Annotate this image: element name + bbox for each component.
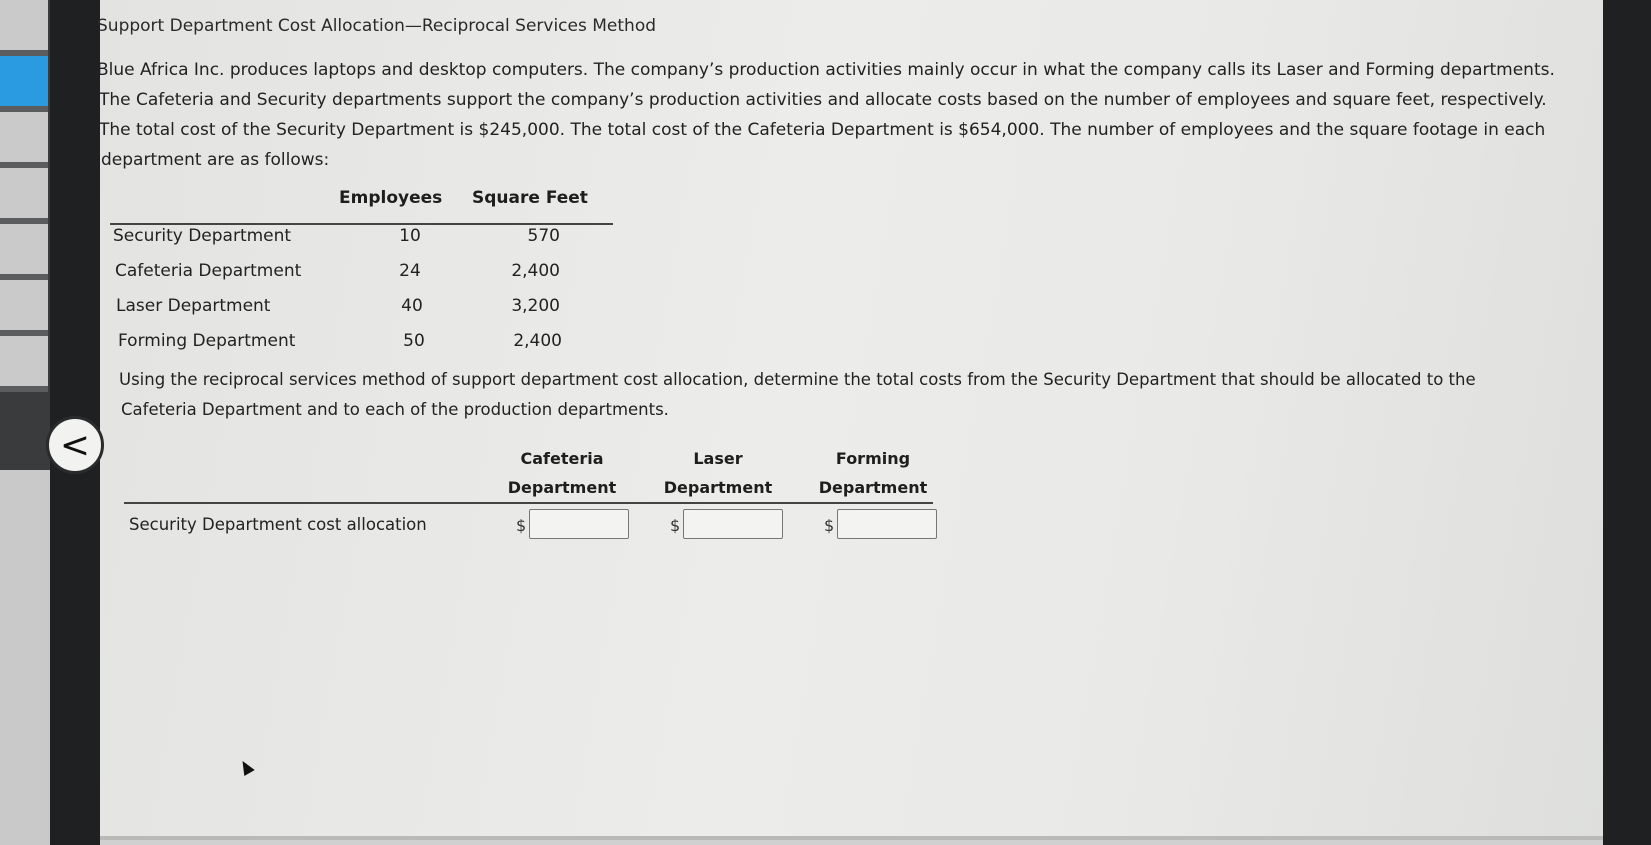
intro-line: The total cost of the Security Department is $245,000. The total cost of the Cafeteria Department is $654,000. The number of employees and the square footage in each — [99, 120, 1546, 140]
column-header-line: Department — [507, 478, 617, 497]
intro-line: Blue Africa Inc. produces laptops and desktop computers. The company’s production activities mainly occur in what the company calls its Laser and Forming departments. — [97, 60, 1555, 80]
currency-symbol: $ — [670, 516, 681, 535]
cell-employees: 24 — [399, 261, 421, 281]
cell-square-feet: 2,400 — [511, 261, 560, 281]
cell-square-feet: 3,200 — [511, 296, 560, 316]
intro-line: The Cafeteria and Security departments support the company’s production activities and allocate costs based on the number of employees and square feet, respectively. — [99, 90, 1547, 110]
toolbar-item[interactable] — [0, 0, 48, 56]
column-header-line: Department — [663, 478, 773, 497]
cell-employees: 50 — [403, 331, 425, 351]
column-header-laser — [653, 444, 783, 502]
answer-header-rule — [124, 502, 933, 504]
chevron-left-icon: < — [59, 424, 91, 466]
question-line: Cafeteria Department and to each of the production departments. — [121, 400, 669, 419]
right-bezel — [1603, 0, 1651, 845]
toolbar-item[interactable] — [0, 336, 48, 392]
toolbar-item[interactable] — [0, 168, 48, 224]
column-header-forming — [808, 444, 938, 502]
header-square-feet: Square Feet — [472, 188, 588, 208]
question-line: Using the reciprocal services method of support department cost allocation, determine the total costs from the Security Department that should be allocated to the — [119, 370, 1476, 389]
row-label-forming: Forming Department — [118, 331, 296, 351]
currency-symbol: $ — [824, 516, 835, 535]
row-label-security: Security Department — [113, 226, 292, 246]
cell-square-feet: 570 — [527, 226, 560, 246]
column-header-line: Forming — [835, 449, 911, 468]
answer-row-label: Security Department cost allocation — [129, 515, 427, 534]
toolbar-item[interactable] — [0, 112, 48, 168]
column-header-line: Department — [818, 478, 928, 497]
left-toolbar — [0, 0, 50, 845]
currency-symbol: $ — [516, 516, 527, 535]
toolbar-item[interactable] — [0, 280, 48, 336]
cell-square-feet: 2,400 — [513, 331, 562, 351]
column-header-cafeteria — [497, 444, 627, 502]
intro-line: department are as follows: — [101, 150, 330, 170]
cell-employees: 10 — [399, 226, 421, 246]
cell-employees: 40 — [401, 296, 423, 316]
toolbar-item-active[interactable] — [0, 56, 48, 112]
column-header-line: Cafeteria — [520, 449, 604, 468]
toolbar-empty-area — [0, 470, 50, 845]
bottom-divider — [100, 836, 1603, 840]
header-employees: Employees — [339, 188, 443, 208]
page-title: Support Department Cost Allocation—Reciprocal Services Method — [97, 16, 657, 36]
row-label-cafeteria: Cafeteria Department — [115, 261, 302, 281]
row-label-laser: Laser Department — [116, 296, 271, 316]
forming-allocation-input[interactable] — [837, 509, 937, 539]
column-header-line: Laser — [693, 449, 743, 468]
laser-allocation-input[interactable] — [683, 509, 783, 539]
back-button[interactable] — [46, 416, 104, 474]
table-header-rule — [110, 223, 613, 225]
cafeteria-allocation-input[interactable] — [529, 509, 629, 539]
toolbar-item[interactable] — [0, 224, 48, 280]
